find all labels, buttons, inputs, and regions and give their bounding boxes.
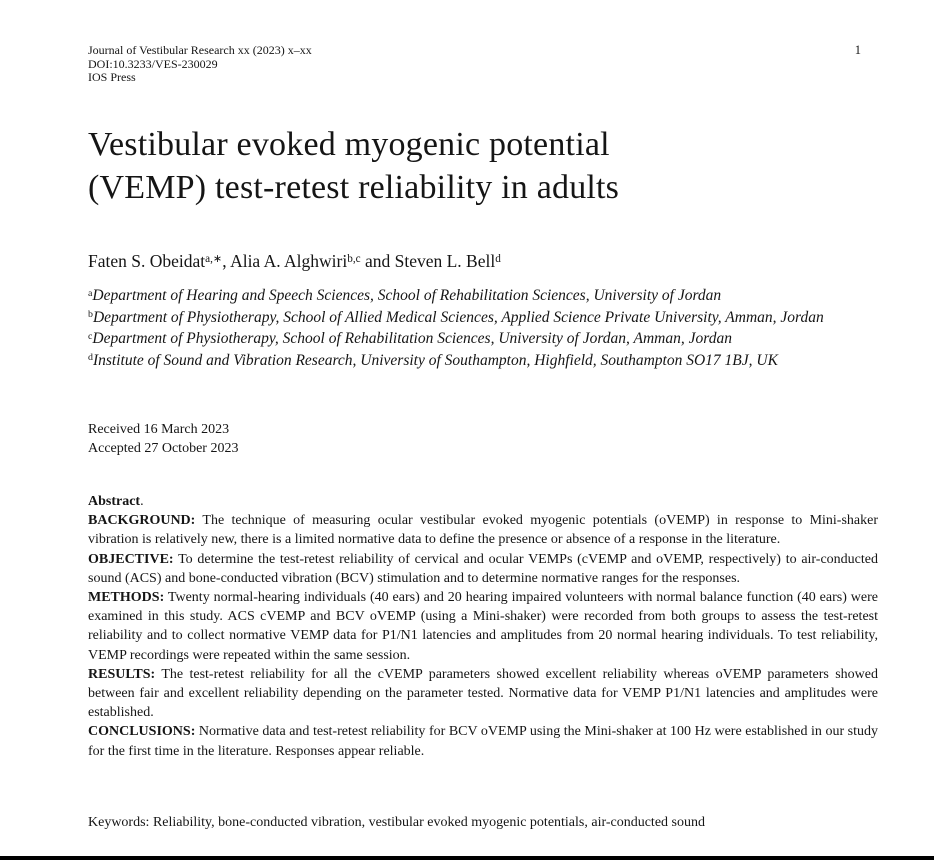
paper-title: [88, 123, 898, 209]
title-line-2: (VEMP) test-retest reliability in adults: [88, 169, 620, 206]
affiliation-text-d: Institute of Sound and Vibration Research, University of Southampton, Highfield, Southampton SO17 1BJ, UK: [92, 351, 778, 369]
abstract-paragraph-objective: [88, 550, 878, 588]
abstract-heading: [88, 492, 878, 511]
author-superscript-1: a,∗: [205, 252, 223, 265]
affiliation-superscript-b: b: [88, 309, 93, 321]
received-date: Received 16 March 2023: [88, 422, 230, 437]
paragraph-text-results: The test-retest reliability for all the cVEMP parameters showed excellent reliability whereas oVEMP parameters showed between fair and excellent reliability depending on the parameter tested. Normative data for VEMP P1/N1 latencies and amplitudes were established.: [88, 666, 878, 721]
keywords-label: Keywords:: [88, 815, 150, 830]
journal-line: Journal of Vestibular Research xx (2023) x–xx: [88, 43, 312, 57]
affiliation-item-c: [88, 328, 878, 350]
paragraph-label-objective: OBJECTIVE:: [88, 551, 174, 567]
abstract-paragraph-background: [88, 511, 878, 549]
affiliations-block: [88, 285, 878, 371]
paragraph-label-background: BACKGROUND:: [88, 513, 196, 529]
publisher-line: IOS Press: [88, 70, 136, 84]
affiliation-item-d: [88, 350, 878, 372]
dates-block: [88, 420, 238, 458]
affiliation-superscript-a: a: [88, 287, 93, 299]
journal-info-block: [88, 44, 312, 85]
paragraph-text-objective: To determine the test-retest reliability of cervical and ocular VEMPs (cVEMP and oVEMP, respectively) to air-conducted sound (ACS) and bone-conducted vibration (BCV) stimulation and to determine normative ranges for the responses.: [88, 551, 878, 586]
title-line-1: Vestibular evoked myogenic potential: [88, 126, 610, 163]
author-superscript-2: b,c: [347, 252, 361, 265]
author-name-1: Faten S. Obeidat: [88, 251, 206, 271]
abstract-section: [88, 492, 878, 761]
author-name-3: and Steven L. Bell: [360, 251, 496, 271]
accepted-date: Accepted 27 October 2023: [88, 441, 239, 456]
abstract-heading-period: .: [140, 494, 144, 509]
bottom-rule: [0, 856, 934, 860]
abstract-paragraph-conclusions: [88, 722, 878, 760]
affiliation-text-b: Department of Physiotherapy, School of Allied Medical Sciences, Applied Science Private University, Amman, Jordan: [92, 308, 824, 326]
affiliation-item-b: [88, 307, 878, 329]
paragraph-text-conclusions: Normative data and test-retest reliability for BCV oVEMP using the Mini-shaker at 100 Hz were established in our study for the first time in the literature. Responses appear reliable.: [88, 724, 879, 759]
abstract-paragraph-methods: [88, 588, 878, 665]
paragraph-label-conclusions: CONCLUSIONS:: [88, 724, 196, 740]
author-name-2: , Alia A. Alghwiri: [222, 251, 348, 271]
page-header: [88, 44, 878, 85]
authors-line: [88, 251, 878, 272]
paragraph-text-background: The technique of measuring ocular vestibular evoked myogenic potentials (oVEMP) in response to Mini-shaker vibration is relatively new, there is a limited normative data to define the presence or absence of a response in the literature.: [88, 513, 878, 548]
keywords-line: [88, 815, 878, 831]
author-superscript-3: d: [495, 252, 501, 265]
doi-line: DOI:10.3233/VES-230029: [88, 56, 218, 71]
affiliation-text-a: Department of Hearing and Speech Sciences, School of Rehabilitation Sciences, University of Jordan: [92, 287, 722, 304]
abstract-paragraph-results: [88, 665, 878, 723]
page-number: 1: [854, 43, 861, 57]
paragraph-text-methods: Twenty normal-hearing individuals (40 ears) and 20 hearing impaired volunteers with normal balance function (40 ears) were examined in this study. ACS cVEMP and BCV oVEMP (using a Mini-shaker) were recorded from both groups to assess the test-retest reliability and to collect normative VEMP data for P1/N1 latencies and amplitudes from 20 normal hearing individuals. To test reliability, VEMP recordings were repeated within the same session.: [88, 590, 878, 663]
keywords-text: Reliability, bone-conducted vibration, vestibular evoked myogenic potentials, air-conducted sound: [152, 815, 705, 830]
affiliation-superscript-c: c: [88, 330, 93, 342]
affiliation-text-c: Department of Physiotherapy, School of Rehabilitation Sciences, University of Jordan, Amman, Jordan: [92, 330, 732, 347]
abstract-heading-word: Abstract: [88, 494, 141, 509]
affiliation-item-a: [88, 285, 878, 307]
paragraph-label-methods: METHODS:: [88, 590, 165, 606]
paragraph-label-results: RESULTS:: [88, 666, 156, 682]
affiliation-superscript-d: d: [88, 352, 93, 364]
